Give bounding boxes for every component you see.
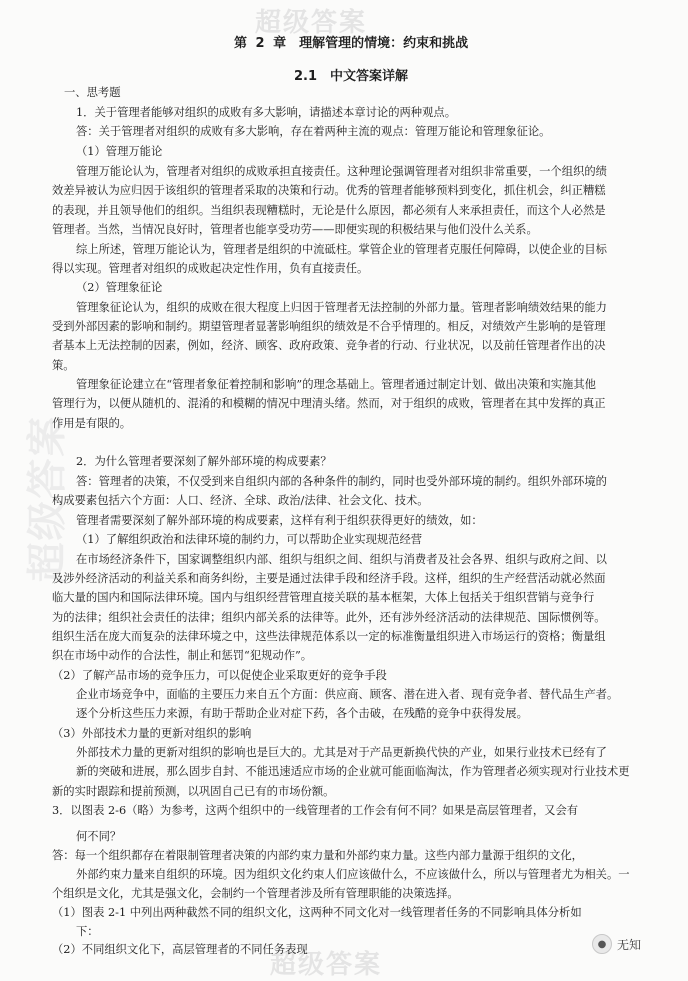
text-line: 3．以图表 2-6（略）为参考，这两个组织中的一线管理者的工作会有何不同？如果是高层管理者，又会有 — [52, 804, 579, 817]
text-line: 临大量的国内和国际法律环境。国内与组织经营管理直接关联的基本框架，大体上包括关于组织营销与竞争行 — [52, 591, 595, 604]
text-line: （2）管理象征论 — [76, 281, 163, 294]
text-line: 管理者。当然，当情况良好时，管理者也能享受功劳——即便实现的积极结果与他们没什么关系。 — [52, 223, 538, 236]
watermark-top: 超级答案 — [255, 8, 368, 38]
text-line: 管理万能论认为，管理者对组织的成败承担直接责任。这种理论强调管理者对组织非常重要，一个组织的绩 — [76, 165, 607, 178]
text-line: 逐个分析这些压力来源，有助于帮助企业对症下药，各个击破，在残酷的竞争中获得发展。 — [76, 707, 528, 720]
account-name: 无知 — [617, 937, 642, 952]
text-line: 新的实时跟踪和提前预测，以巩固自己已有的市场份额。 — [52, 785, 335, 798]
text-line: 作用是有限的。 — [52, 417, 132, 430]
watermark-bottom: 超级答案 — [270, 950, 383, 980]
text-line: 何不同？ — [76, 830, 122, 843]
chapter-title: 第 2 章 理解管理的情境：约束和挑战 — [234, 36, 469, 51]
text-line: 受到外部因素的影响和制约。期望管理者显著影响组织的绩效是不合乎情理的。相反，对绩效产生影响的是管理 — [52, 320, 606, 333]
text-line: 及涉外经济活动的利益关系和商务纠纷，主要是通过法律手段和经济手段。这样，组织的生产经营活动就必然面 — [52, 572, 606, 585]
account-badge — [592, 934, 641, 954]
text-line: 管理象征论认为，组织的成败在很大程度上归因于管理者无法控制的外部力量。管理者影响绩效结果的能力 — [76, 301, 607, 314]
wechat-icon: ● — [592, 934, 612, 954]
watermark-side: 超级答案 — [24, 414, 71, 583]
text-line: 的表现，并且领导他们的组织。当组织表现糟糕时，无论是什么原因，都必须有人来承担责任，而这个人必然是 — [52, 204, 606, 217]
text-line: （1）图表 2-1 中列出两种截然不同的组织文化，这两种不同文化对一线管理者任务的不同影响具体分析如 — [52, 906, 582, 919]
text-line: 答：每一个组织都存在着限制管理者决策的内部约束力量和外部约束力量。这些内部力量源于组织的文化， — [52, 849, 583, 862]
text-line: 者基本上无法控制的因素，例如，经济、顾客、政府政策、竞争者的行动、行业状况，以及前任管理者作出的决 — [52, 339, 606, 352]
text-line: （2）不同组织文化下，高层管理者的不同任务表现 — [52, 943, 308, 956]
text-line: 在市场经济条件下，国家调整组织内部、组织与组织之间、组织与消费者及社会各界、组织与政府之间、以 — [76, 553, 607, 566]
text-line: 答：管理者的决策，不仅受到来自组织内部的各种条件的制约，同时也受外部环境的制约。组织外部环境的 — [76, 475, 607, 488]
text-line: 外部技术力量的更新对组织的影响也是巨大的。尤其是对于产品更新换代快的产业，如果行业技术已经有了 — [76, 746, 607, 759]
text-line: 综上所述，管理万能论认为，管理者是组织的中流砥柱。掌管企业的管理者克服任何障碍，以使企业的目标 — [76, 243, 607, 256]
text-line: 新的突破和进展，那么固步自封、不能迅速适应市场的企业就可能面临淘汰，作为管理者必须实现对行业技术更 — [76, 765, 630, 778]
text-line: 得以实现。管理者对组织的成败起决定性作用，负有直接责任。 — [52, 262, 369, 275]
text-line: 织在市场中动作的合法性，制止和惩罚“犯规动作”。 — [52, 649, 313, 662]
text-line: 下： — [76, 925, 99, 938]
text-line: 2．为什么管理者要深刻了解外部环境的构成要素？ — [76, 455, 332, 468]
section-title: 2.1 中文答案详解 — [294, 69, 409, 84]
text-line: 管理者需要深刻了解外部环境的构成要素，这样有利于组织获得更好的绩效，如： — [76, 514, 483, 527]
text-line: （2）了解产品市场的竞争压力，可以促使企业采取更好的竞争手段 — [52, 669, 387, 682]
text-line: 构成要素包括六个方面：人口、经济、全球、政治/法律、社会文化、技术。 — [52, 494, 429, 507]
text-line: 效差异被认为应归因于该组织的管理者采取的决策和行动。优秀的管理者能够预料到变化，抓住机会，纠正糟糕 — [52, 184, 606, 197]
text-line: 企业市场竞争中，面临的主要压力来自五个方面：供应商、顾客、潜在进入者、现有竞争者、替代品生产者。 — [76, 688, 619, 701]
text-line: 外部约束力量来自组织的环境。因为组织文化约束人们应该做什么，不应该做什么，所以与管理者尤为相关。一 — [76, 868, 630, 881]
text-line: 为的法律；组织社会责任的法律；组织内部关系的法律等。此外，还有涉外经济活动的法律规范、国际惯例等。 — [52, 611, 606, 624]
text-line: （1）管理万能论 — [76, 145, 163, 158]
text-line: 组织生活在庞大而复杂的法律环境之中，这些法律规范体系以一定的标准衡量组织进入市场运行的资格；衡量组 — [52, 630, 606, 643]
text-line: 一、思考题 — [64, 86, 121, 99]
text-line: 答：关于管理者对组织的成败有多大影响，存在着两种主流的观点：管理万能论和管理象征论。 — [76, 125, 551, 138]
text-line: （3）外部技术力量的更新对组织的影响 — [52, 727, 252, 740]
text-line: 个组织是文化，尤其是强文化，会制约一个管理者涉及所有管理职能的决策选择。 — [52, 887, 459, 900]
text-line: 1．关于管理者能够对组织的成败有多大影响，请描述本章讨论的两种观点。 — [76, 106, 456, 119]
text-line: 管理行为，以便从随机的、混淆的和模糊的情况中理清头绪。然而，对于组织的成败，管理者在其中发挥的真正 — [52, 397, 606, 410]
text-line: 管理象征论建立在“管理者象征着控制和影响”的理念基础上。管理者通过制定计划、做出决策和实施其他 — [76, 378, 596, 391]
text-line: 策。 — [52, 359, 75, 372]
text-line: （1）了解组织政治和法律环境的制约力，可以帮助企业实现规范经营 — [76, 533, 423, 546]
